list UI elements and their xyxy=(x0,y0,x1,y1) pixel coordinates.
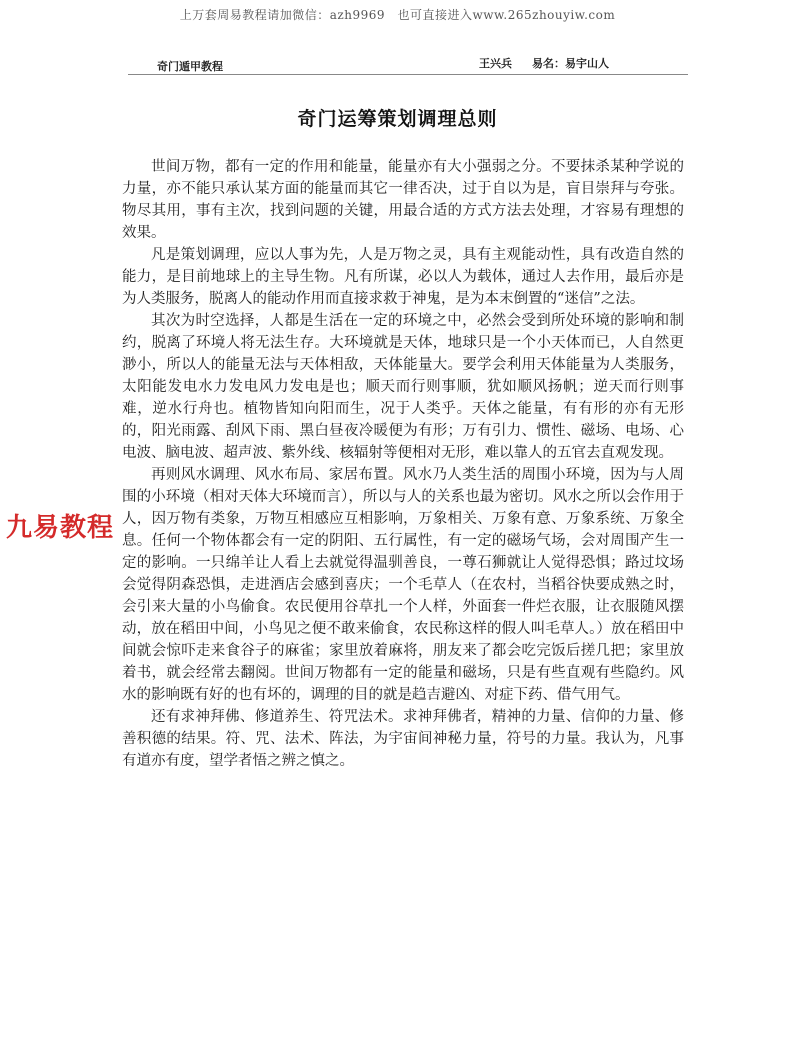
paragraph: 凡是策划调理，应以人事为先，人是万物之灵，具有主观能动性，具有改造自然的能力，是目前地球上的主导生物。凡有所谋，必以人为载体，通过人去作用，最后亦是为人类服务，脱离人的能动作用而直接求救于神鬼，是为本末倒置的“迷信”之法。 xyxy=(122,247,684,307)
page-title: 奇门运筹策划调理总则 xyxy=(297,108,498,130)
running-header-right xyxy=(479,55,629,71)
paragraph: 其次为时空选择，人都是生活在一定的环境之中，必然会受到所处环境的影响和制约，脱离了环境人将无法生存。大环境就是天体，地球只是一个小天体而已，人自然更渺小，所以人的能量无法与天体相敌，天体能量大。要学会利用天体能量为人类服务，太阳能发电水力发电风力发电是也；顺天而行则事顺，犹如顺风扬帆；逆天而行则事难，逆水行舟也。植物皆知向阳而生，况于人类乎。天体之能量，有有形的亦有无形的，阳光雨露、刮风下雨、黑白昼夜冷暖便为有形；万有引力、惯性、磁场、电场、心电波、脑电波、超声波、紫外线、核辐射等便相对无形，难以靠人的五官去直观发现。 xyxy=(122,313,684,461)
paragraph: 还有求神拜佛、修道养生、符咒法术。求神拜佛者，精神的力量、信仰的力量、修善积德的结果。符、咒、法术、阵法，为宇宙间神秘力量，符号的力量。我认为，凡事有道亦有度，望学者悟之辨之慎之。 xyxy=(122,709,684,769)
header-divider xyxy=(128,74,688,75)
pen-name: 易名：易宇山人 xyxy=(532,57,609,70)
paragraph: 再则风水调理、风水布局、家居布置。风水乃人类生活的周围小环境，因为与人周围的小环境（相对天体大环境而言），所以与人的关系也最为密切。风水之所以会作用于人，因万物有类象，万物互相感应互相影响，万象相关、万象有意、万象系统、万象全息。任何一个物体都会有一定的阴阳、五行属性，有一定的磁场气场，会对周围产生一定的影响。一只绵羊让人看上去就觉得温驯善良，一尊石狮就让人觉得恐惧；路过坟场会觉得阴森恐惧，走进酒店会感到喜庆；一个毛草人（在农村，当稻谷快要成熟之时，会引来大量的小鸟偷食。农民便用谷草扎一个人样，外面套一件烂衣服，让衣服随风摆动，放在稻田中间，小鸟见之便不敢来偷食，农民称这样的假人叫毛草人。）放在稻田中间就会惊吓走来食谷子的麻雀；家里放着麻将，朋友来了都会吃完饭后搓几把；家里放着书，就会经常去翻阅。世间万物都有一定的能量和磁场，只是有些直观有些隐约。风水的影响既有好的也有坏的，调理的目的就是趋吉避凶、对症下药、借气用气。 xyxy=(122,467,684,703)
running-header-left: 奇门遁甲教程 xyxy=(157,60,223,73)
author-name: 王兴兵 xyxy=(479,57,512,70)
paragraph: 世间万物，都有一定的作用和能量，能量亦有大小强弱之分。不要抹杀某种学说的力量，亦不能只承认某方面的能量而其它一律否决，过于自以为是，盲目崇拜与夸张。物尽其用，事有主次，找到问题的关键，用最合适的方式方法去处理，才容易有理想的效果。 xyxy=(122,159,684,241)
top-notice: 上万套周易教程请加微信：azh9969 也可直接进入www.265zhouyiw.com xyxy=(179,8,616,22)
watermark-logo: 九易教程 xyxy=(6,513,115,543)
body-text xyxy=(122,156,684,772)
